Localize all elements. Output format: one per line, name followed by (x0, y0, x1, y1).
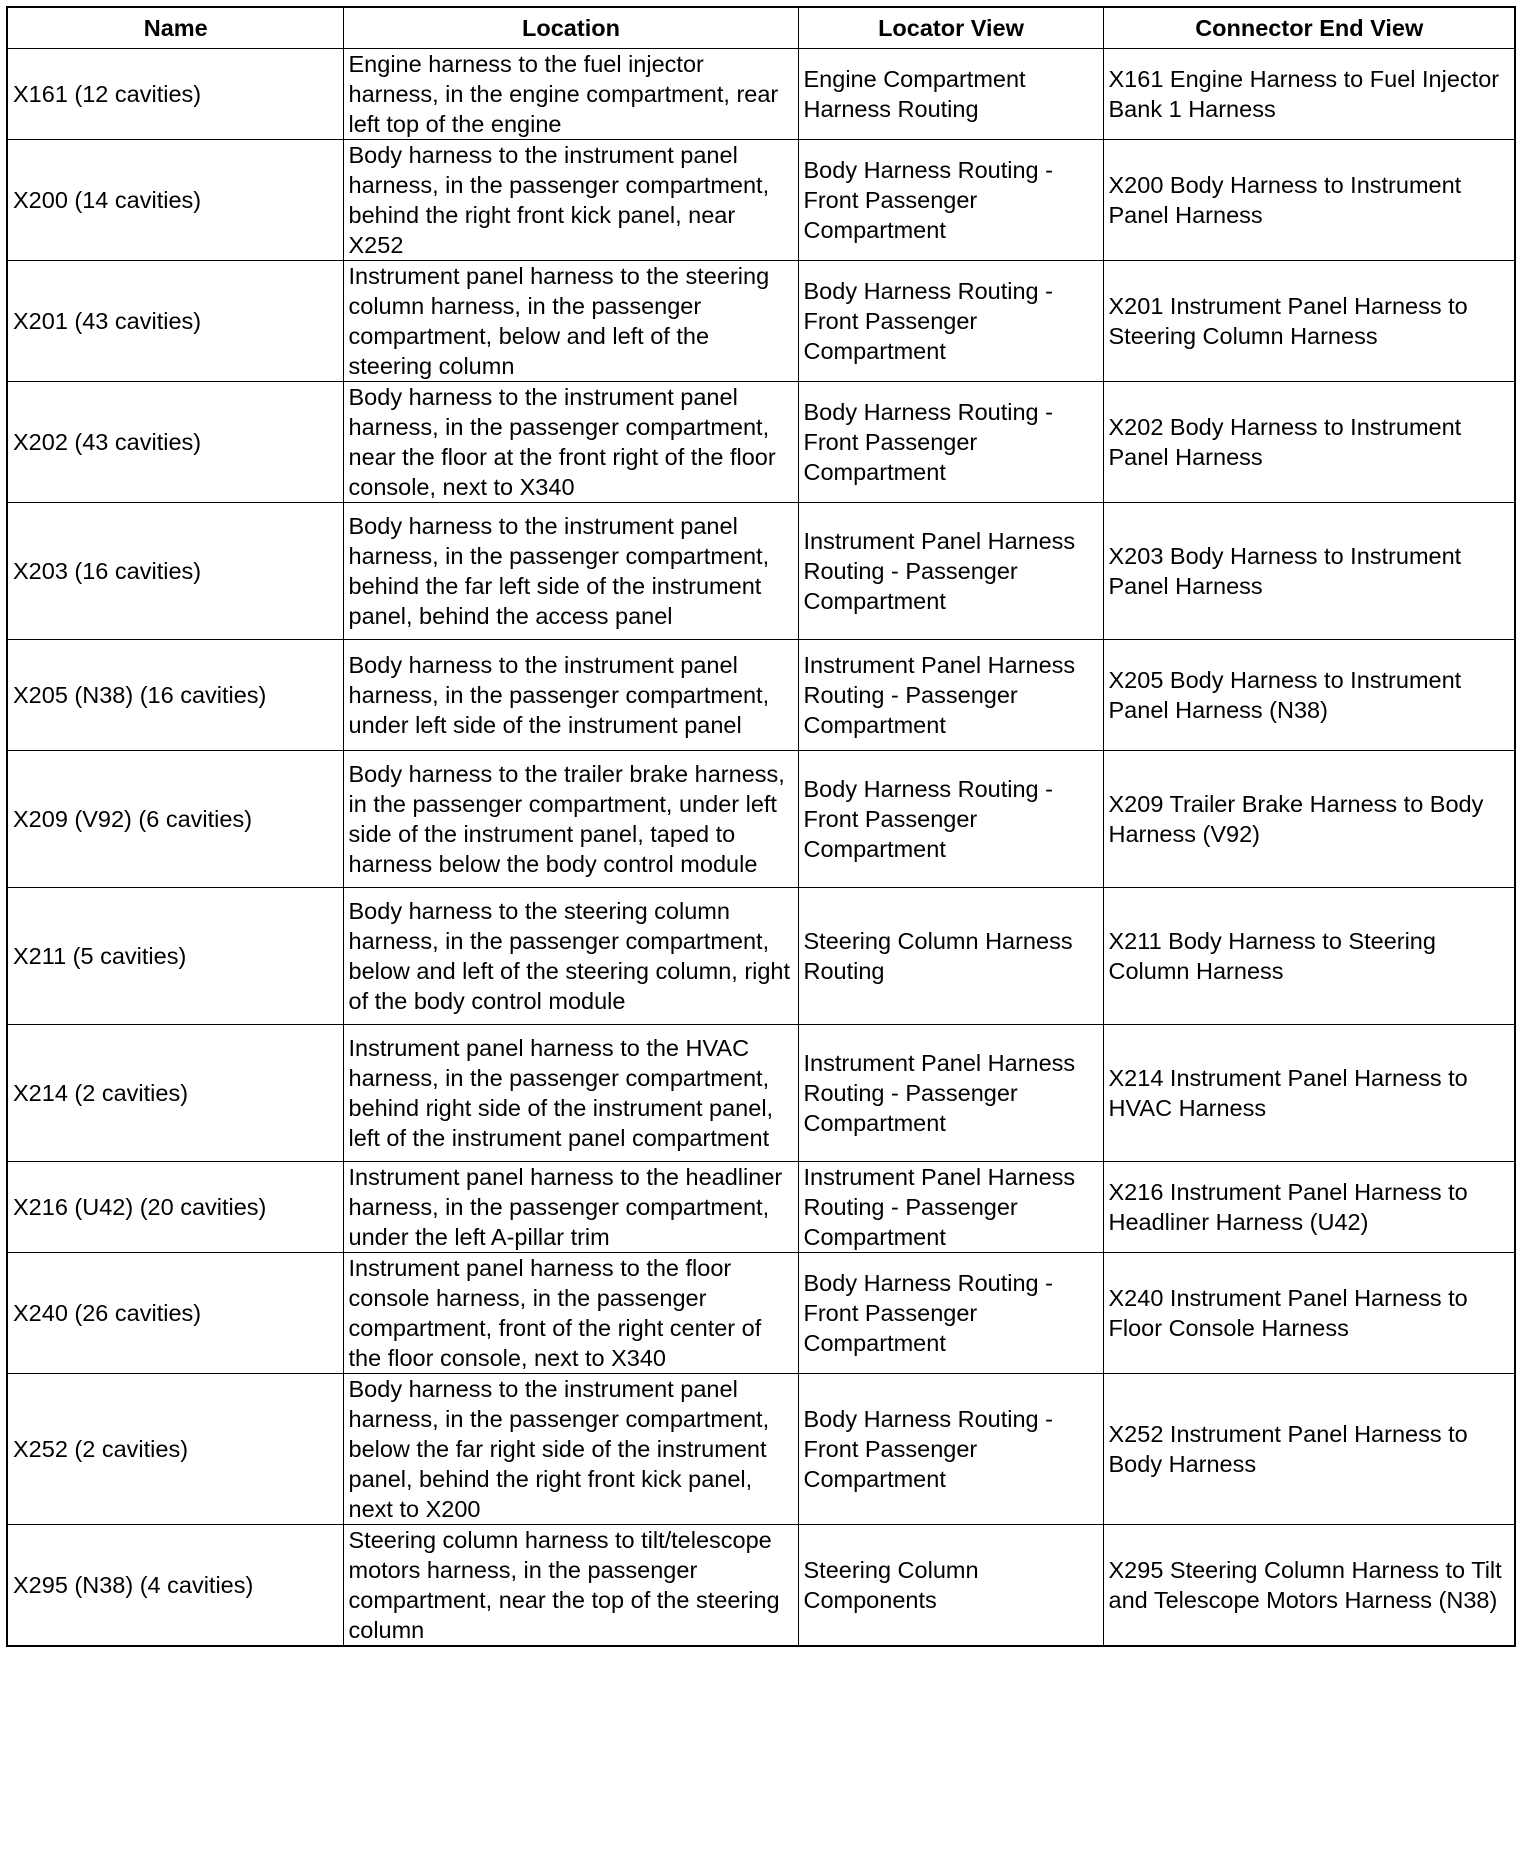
connector-table (6, 6, 1516, 1647)
cell-name: X200 (14 cavities) (7, 140, 343, 261)
cell-locator-view: Steering Column Components (798, 1525, 1103, 1647)
cell-location: Steering column harness to tilt/telescope motors harness, in the passenger compartment, near the top of the steering column (343, 1525, 798, 1647)
header-connector-end-view: Connector End View (1103, 7, 1515, 49)
table-row (7, 1162, 1515, 1253)
cell-name: X201 (43 cavities) (7, 261, 343, 382)
cell-location: Body harness to the instrument panel harness, in the passenger compartment, under left side of the instrument panel (343, 640, 798, 751)
cell-connector-end-view: X252 Instrument Panel Harness to Body Harness (1103, 1374, 1515, 1525)
cell-name: X252 (2 cavities) (7, 1374, 343, 1525)
table-row (7, 751, 1515, 888)
cell-name: X209 (V92) (6 cavities) (7, 751, 343, 888)
cell-name: X203 (16 cavities) (7, 503, 343, 640)
cell-connector-end-view: X202 Body Harness to Instrument Panel Harness (1103, 382, 1515, 503)
header-row (7, 7, 1515, 49)
cell-locator-view: Instrument Panel Harness Routing - Passenger Compartment (798, 1025, 1103, 1162)
cell-name: X205 (N38) (16 cavities) (7, 640, 343, 751)
cell-locator-view: Body Harness Routing - Front Passenger Compartment (798, 261, 1103, 382)
cell-location: Body harness to the instrument panel harness, in the passenger compartment, near the floor at the front right of the floor console, next to X340 (343, 382, 798, 503)
cell-connector-end-view: X201 Instrument Panel Harness to Steering Column Harness (1103, 261, 1515, 382)
cell-locator-view: Body Harness Routing - Front Passenger Compartment (798, 140, 1103, 261)
cell-connector-end-view: X295 Steering Column Harness to Tilt and Telescope Motors Harness (N38) (1103, 1525, 1515, 1647)
cell-location: Body harness to the trailer brake harness, in the passenger compartment, under left side of the instrument panel, taped to harness below the body control module (343, 751, 798, 888)
table-row (7, 49, 1515, 140)
table-row (7, 1025, 1515, 1162)
table-row (7, 261, 1515, 382)
cell-connector-end-view: X211 Body Harness to Steering Column Harness (1103, 888, 1515, 1025)
cell-connector-end-view: X203 Body Harness to Instrument Panel Harness (1103, 503, 1515, 640)
cell-name: X202 (43 cavities) (7, 382, 343, 503)
cell-locator-view: Body Harness Routing - Front Passenger Compartment (798, 1374, 1103, 1525)
cell-name: X161 (12 cavities) (7, 49, 343, 140)
cell-locator-view: Body Harness Routing - Front Passenger Compartment (798, 382, 1103, 503)
table-row (7, 1374, 1515, 1525)
cell-name: X211 (5 cavities) (7, 888, 343, 1025)
cell-connector-end-view: X209 Trailer Brake Harness to Body Harness (V92) (1103, 751, 1515, 888)
header-locator-view: Locator View (798, 7, 1103, 49)
cell-connector-end-view: X161 Engine Harness to Fuel Injector Bank 1 Harness (1103, 49, 1515, 140)
cell-locator-view: Instrument Panel Harness Routing - Passenger Compartment (798, 640, 1103, 751)
cell-name: X240 (26 cavities) (7, 1253, 343, 1374)
table-row (7, 140, 1515, 261)
cell-name: X295 (N38) (4 cavities) (7, 1525, 343, 1647)
cell-connector-end-view: X216 Instrument Panel Harness to Headliner Harness (U42) (1103, 1162, 1515, 1253)
cell-connector-end-view: X200 Body Harness to Instrument Panel Harness (1103, 140, 1515, 261)
cell-location: Instrument panel harness to the headliner harness, in the passenger compartment, under the left A-pillar trim (343, 1162, 798, 1253)
table-row (7, 1525, 1515, 1647)
header-name: Name (7, 7, 343, 49)
cell-locator-view: Instrument Panel Harness Routing - Passenger Compartment (798, 503, 1103, 640)
table-row (7, 1253, 1515, 1374)
header-location: Location (343, 7, 798, 49)
cell-location: Instrument panel harness to the floor console harness, in the passenger compartment, front of the right center of the floor console, next to X340 (343, 1253, 798, 1374)
cell-location: Instrument panel harness to the steering column harness, in the passenger compartment, below and left of the steering column (343, 261, 798, 382)
cell-locator-view: Engine Compartment Harness Routing (798, 49, 1103, 140)
cell-locator-view: Body Harness Routing - Front Passenger Compartment (798, 751, 1103, 888)
cell-location: Instrument panel harness to the HVAC harness, in the passenger compartment, behind right side of the instrument panel, left of the instrument panel compartment (343, 1025, 798, 1162)
cell-location: Body harness to the instrument panel harness, in the passenger compartment, below the far right side of the instrument panel, behind the right front kick panel, next to X200 (343, 1374, 798, 1525)
cell-locator-view: Instrument Panel Harness Routing - Passenger Compartment (798, 1162, 1103, 1253)
cell-location: Engine harness to the fuel injector harness, in the engine compartment, rear left top of the engine (343, 49, 798, 140)
table-row (7, 888, 1515, 1025)
table-row (7, 382, 1515, 503)
cell-location: Body harness to the instrument panel harness, in the passenger compartment, behind the far left side of the instrument panel, behind the access panel (343, 503, 798, 640)
cell-connector-end-view: X214 Instrument Panel Harness to HVAC Harness (1103, 1025, 1515, 1162)
table-row (7, 640, 1515, 751)
cell-connector-end-view: X240 Instrument Panel Harness to Floor Console Harness (1103, 1253, 1515, 1374)
cell-connector-end-view: X205 Body Harness to Instrument Panel Harness (N38) (1103, 640, 1515, 751)
cell-locator-view: Body Harness Routing - Front Passenger Compartment (798, 1253, 1103, 1374)
cell-name: X216 (U42) (20 cavities) (7, 1162, 343, 1253)
table-row (7, 503, 1515, 640)
cell-name: X214 (2 cavities) (7, 1025, 343, 1162)
cell-location: Body harness to the steering column harness, in the passenger compartment, below and left of the steering column, right of the body control module (343, 888, 798, 1025)
cell-location: Body harness to the instrument panel harness, in the passenger compartment, behind the right front kick panel, near X252 (343, 140, 798, 261)
cell-locator-view: Steering Column Harness Routing (798, 888, 1103, 1025)
